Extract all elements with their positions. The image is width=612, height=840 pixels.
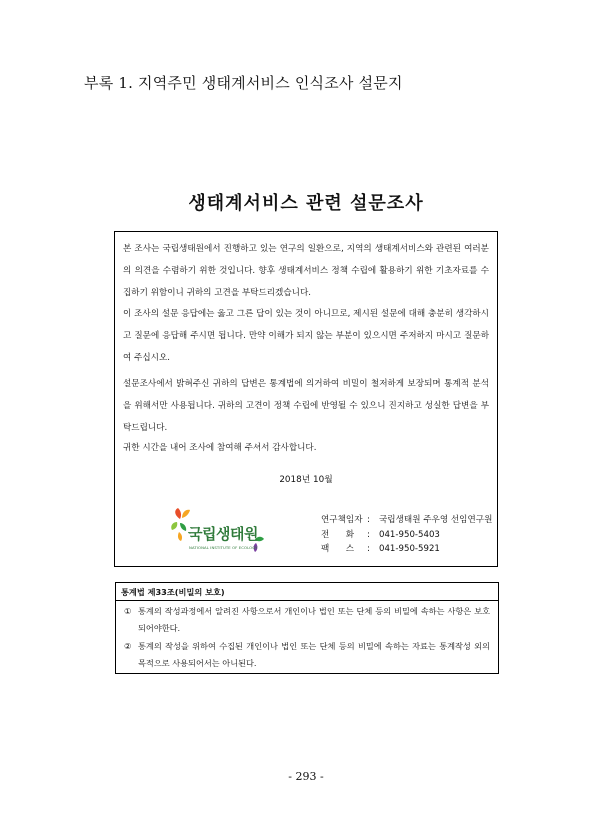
statistics-act-notice (115, 582, 499, 674)
contact-label: 연구책임자 (321, 515, 363, 525)
contact-separator: : (367, 529, 370, 540)
notice-item (124, 603, 490, 637)
notice-marker: ① (124, 606, 132, 616)
survey-title: 생태계서비스 관련 설문조사 (188, 193, 424, 214)
intro-paragraph-purpose: 본 조사는 국립생태원에서 진행하고 있는 연구의 일환으로, 지역의 생태계서비스와 관련된 여러분의 의견을 수렴하기 위한 것입니다. 향후 생태계서비스 정책 수립에 활용하기 위한 기초자료를 수집하기 위함이니 귀하의 고견을 부탁드리겠습니다. (123, 244, 489, 298)
page-number: - 293 - (288, 770, 324, 783)
contact-info (321, 513, 492, 557)
logo-wordmark: 국립생태원 (188, 525, 258, 543)
logo-subtitle: NATIONAL INSTITUTE OF ECOLOGY (189, 545, 258, 550)
notice-text: 통계의 작성과정에서 알려진 사항으로서 개인이나 법인 또는 단체 등의 비밀에 속하는 사항은 보호 되어야한다. (138, 606, 490, 633)
survey-intro-box (114, 231, 498, 567)
contact-value: 041-950-5403 (379, 529, 440, 540)
intro-paragraph-confidentiality: 설문조사에서 밝혀주신 귀하의 답변은 통계법에 의거하여 비밀이 철저하게 보장되며 통계적 분석을 위해서만 사용됩니다. 귀하의 고견이 정책 수립에 반영될 수 있으니 진지하고 성실한 답변을 부탁드립니다. (123, 379, 489, 433)
notice-divider (116, 600, 498, 601)
notice-marker: ② (124, 641, 132, 651)
contact-separator: : (367, 515, 370, 525)
notice-text: 통계의 작성을 위하여 수집된 개인이나 법인 또는 단체 등의 비밀에 속하는 자료는 통계작성 외의 목적으로 사용되어서는 아니된다. (138, 641, 490, 668)
institute-logo (171, 503, 267, 559)
survey-date: 2018년 10월 (279, 475, 333, 485)
contact-label: 전 화 (321, 529, 354, 540)
contact-separator: : (367, 544, 370, 554)
contact-row-phone (321, 528, 492, 543)
intro-paragraph-instructions: 이 조사의 설문 응답에는 옳고 그른 답이 있는 것이 아니므로, 제시된 설문에 대해 충분히 생각하시고 질문에 응답해 주시면 됩니다. 만약 이해가 되지 않는 부분이 있으시면 주저하지 마시고 질문하여 주십시오. (123, 309, 489, 363)
contact-value: 041-950-5921 (379, 544, 440, 554)
contact-value: 국립생태원 주우영 선임연구원 (379, 515, 493, 525)
intro-paragraph-thanks: 귀한 시간을 내어 조사에 참여해 주셔서 감사합니다. (123, 443, 317, 453)
contact-row-fax (321, 542, 492, 557)
notice-title: 통계법 제33조(비밀의 보호) (121, 587, 225, 597)
appendix-title: 부록 1. 지역주민 생태계서비스 인식조사 설문지 (84, 74, 403, 92)
contact-row-researcher (321, 513, 492, 528)
notice-item (124, 638, 490, 672)
contact-label: 팩 스 (321, 544, 354, 554)
